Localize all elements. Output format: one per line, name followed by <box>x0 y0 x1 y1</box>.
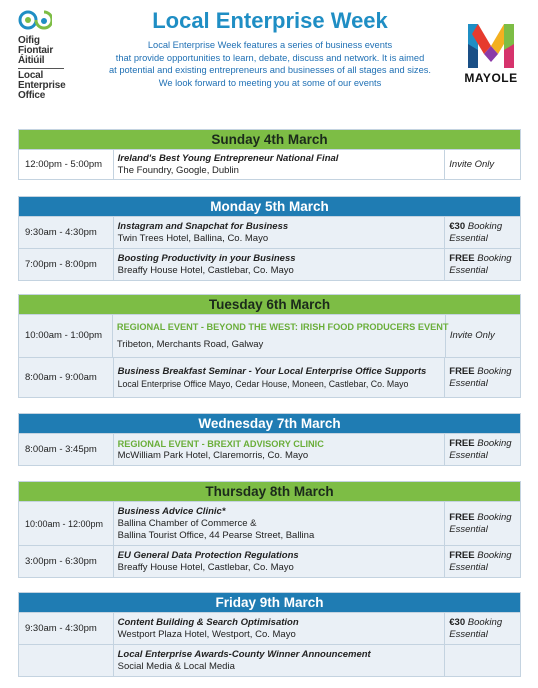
event-row <box>18 249 521 281</box>
event-details <box>114 150 446 179</box>
event-status <box>445 502 520 545</box>
event-time: 9:30am - 4:30pm <box>19 217 114 248</box>
event-status <box>445 546 520 577</box>
event-details <box>114 249 446 280</box>
leo-divider <box>18 68 64 69</box>
status-booking: Booking <box>477 365 512 377</box>
event-row <box>18 645 521 677</box>
mayo-m-icon <box>468 24 514 68</box>
leo-line: Oifig <box>18 35 40 46</box>
event-row <box>18 150 521 180</box>
event-venue: Westport Plaza Hotel, Westport, Co. Mayo <box>117 628 296 640</box>
event-row <box>18 434 521 466</box>
event-title: REGIONAL EVENT - BEYOND THE WEST: IRISH FOOD PRODUCERS EVENT <box>116 322 449 332</box>
intro-line: We look forward to meeting you at some of our events <box>158 77 382 88</box>
event-time: 9:30am - 4:30pm <box>19 613 114 644</box>
event-status <box>445 434 520 465</box>
event-details <box>114 645 446 676</box>
status-essential: Essential <box>449 377 488 389</box>
status-price: FREE <box>449 365 475 377</box>
event-title: Local Enterprise Awards-County Winner Announcement <box>117 648 371 660</box>
event-time: 8:00am - 9:00am <box>19 358 114 397</box>
event-details <box>113 315 449 357</box>
leo-line: Enterprise <box>18 80 66 91</box>
event-details <box>114 546 446 577</box>
status-price: €30 <box>449 616 466 628</box>
event-title: EU General Data Protection Regulations <box>117 549 299 561</box>
event-status <box>445 358 520 397</box>
day-heading: Sunday 4th March <box>18 129 521 150</box>
status-text: Invite Only <box>449 330 495 341</box>
event-venue: Breaffy House Hotel, Castlebar, Co. Mayo <box>117 561 294 573</box>
status-price: FREE <box>449 511 475 523</box>
day-section-thursday <box>18 481 521 578</box>
event-details <box>114 217 446 248</box>
event-time: 12:00pm - 5:00pm <box>19 150 114 179</box>
status-price: FREE <box>449 549 475 561</box>
status-essential: Essential <box>449 232 488 244</box>
leo-line: Local <box>18 70 44 81</box>
event-time: 10:00am - 1:00pm <box>19 315 113 357</box>
event-status <box>446 315 520 357</box>
event-title: REGIONAL EVENT - BREXIT ADVISORY CLINIC <box>117 438 324 449</box>
status-price: FREE <box>449 437 475 449</box>
status-essential: Essential <box>449 561 488 573</box>
status-price: FREE <box>449 252 475 264</box>
intro-line: Local Enterprise Week features a series of business events <box>147 40 393 50</box>
day-heading: Monday 5th March <box>18 196 521 217</box>
event-row <box>18 217 521 249</box>
event-venue: Ballina Chamber of Commerce & <box>117 517 257 529</box>
mayo-logo-word: MAYO <box>464 71 502 85</box>
event-title: Business Breakfast Seminar - Your Local Enterprise Office Supports <box>117 365 427 377</box>
event-venue-line2: Ballina Tourist Office, 44 Pearse Street, Ballina <box>117 529 315 541</box>
status-booking: Booking <box>467 220 503 232</box>
day-heading: Thursday 8th March <box>18 481 521 502</box>
mayo-logo <box>458 24 524 85</box>
day-heading: Tuesday 6th March <box>18 294 521 315</box>
event-row <box>18 613 521 645</box>
event-time: 8:00am - 3:45pm <box>19 434 114 465</box>
status-price: €30 <box>449 220 466 232</box>
mayo-logo-word-end: LE <box>501 71 518 85</box>
status-essential: Essential <box>449 523 488 535</box>
day-section-sunday <box>18 129 521 180</box>
mayo-logo-text <box>458 71 524 85</box>
status-booking: Booking <box>477 511 512 523</box>
event-title: Instagram and Snapchat for Business <box>117 220 289 232</box>
leo-line: Fiontair <box>18 45 54 56</box>
event-details <box>114 434 446 465</box>
status-essential: Essential <box>449 264 488 276</box>
day-section-tuesday <box>18 294 521 398</box>
day-section-friday <box>18 592 521 677</box>
event-title: Content Building & Search Optimisation <box>117 616 299 628</box>
page-header <box>0 0 538 110</box>
event-row <box>18 502 521 546</box>
page-title: Local Enterprise Week <box>152 8 388 33</box>
event-status <box>445 150 520 179</box>
day-heading: Wednesday 7th March <box>18 413 521 434</box>
event-time: 10:00am - 12:00pm <box>19 502 114 545</box>
leo-line: Office <box>18 90 46 101</box>
intro-line: that provide opportunities to learn, debate, discuss and network. It is aimed <box>115 52 425 63</box>
event-row <box>18 358 521 398</box>
event-title: Boosting Productivity in your Business <box>117 252 296 264</box>
event-time: 7:00pm - 8:00pm <box>19 249 114 280</box>
status-booking: Booking <box>477 252 512 264</box>
intro-line: at potential and existing entrepreneurs and businesses of all stages and sizes. <box>109 65 431 75</box>
event-time <box>19 645 114 676</box>
event-details <box>114 358 446 397</box>
event-venue: Social Media & Local Media <box>117 660 235 672</box>
status-booking: Booking <box>477 549 512 561</box>
event-title: Business Advice Clinic* <box>117 505 226 517</box>
event-status <box>445 645 520 676</box>
event-status <box>445 249 520 280</box>
event-row <box>18 546 521 578</box>
event-row <box>18 315 521 358</box>
status-booking: Booking <box>477 437 512 449</box>
event-venue: McWilliam Park Hotel, Claremorris, Co. Mayo <box>117 449 309 461</box>
event-venue: Tribeton, Merchants Road, Galway <box>116 339 264 350</box>
event-venue: Twin Trees Hotel, Ballina, Co. Mayo <box>117 232 269 244</box>
event-status <box>445 217 520 248</box>
status-essential: Essential <box>449 628 488 640</box>
event-title: Ireland's Best Young Entrepreneur National Final <box>117 152 339 164</box>
day-heading: Friday 9th March <box>18 592 521 613</box>
day-section-wednesday <box>18 413 521 466</box>
intro-text <box>100 39 440 89</box>
event-venue: Breaffy House Hotel, Castlebar, Co. Mayo <box>117 264 294 276</box>
event-venue: Local Enterprise Office Mayo, Cedar House, Moneen, Castlebar, Co. Mayo <box>117 378 409 389</box>
event-details <box>114 502 446 545</box>
status-text: Invite Only <box>449 158 495 170</box>
leo-logo-text <box>18 36 98 101</box>
event-details <box>114 613 446 644</box>
event-time: 3:00pm - 6:30pm <box>19 546 114 577</box>
status-essential: Essential <box>449 449 488 461</box>
day-section-monday <box>18 196 521 281</box>
status-booking: Booking <box>467 616 503 628</box>
local-enterprise-office-logo <box>18 8 98 101</box>
event-venue: The Foundry, Google, Dublin <box>117 164 239 176</box>
event-status <box>445 613 520 644</box>
leo-line: Áitiúil <box>18 55 45 66</box>
leo-swirl-icon <box>18 8 52 34</box>
